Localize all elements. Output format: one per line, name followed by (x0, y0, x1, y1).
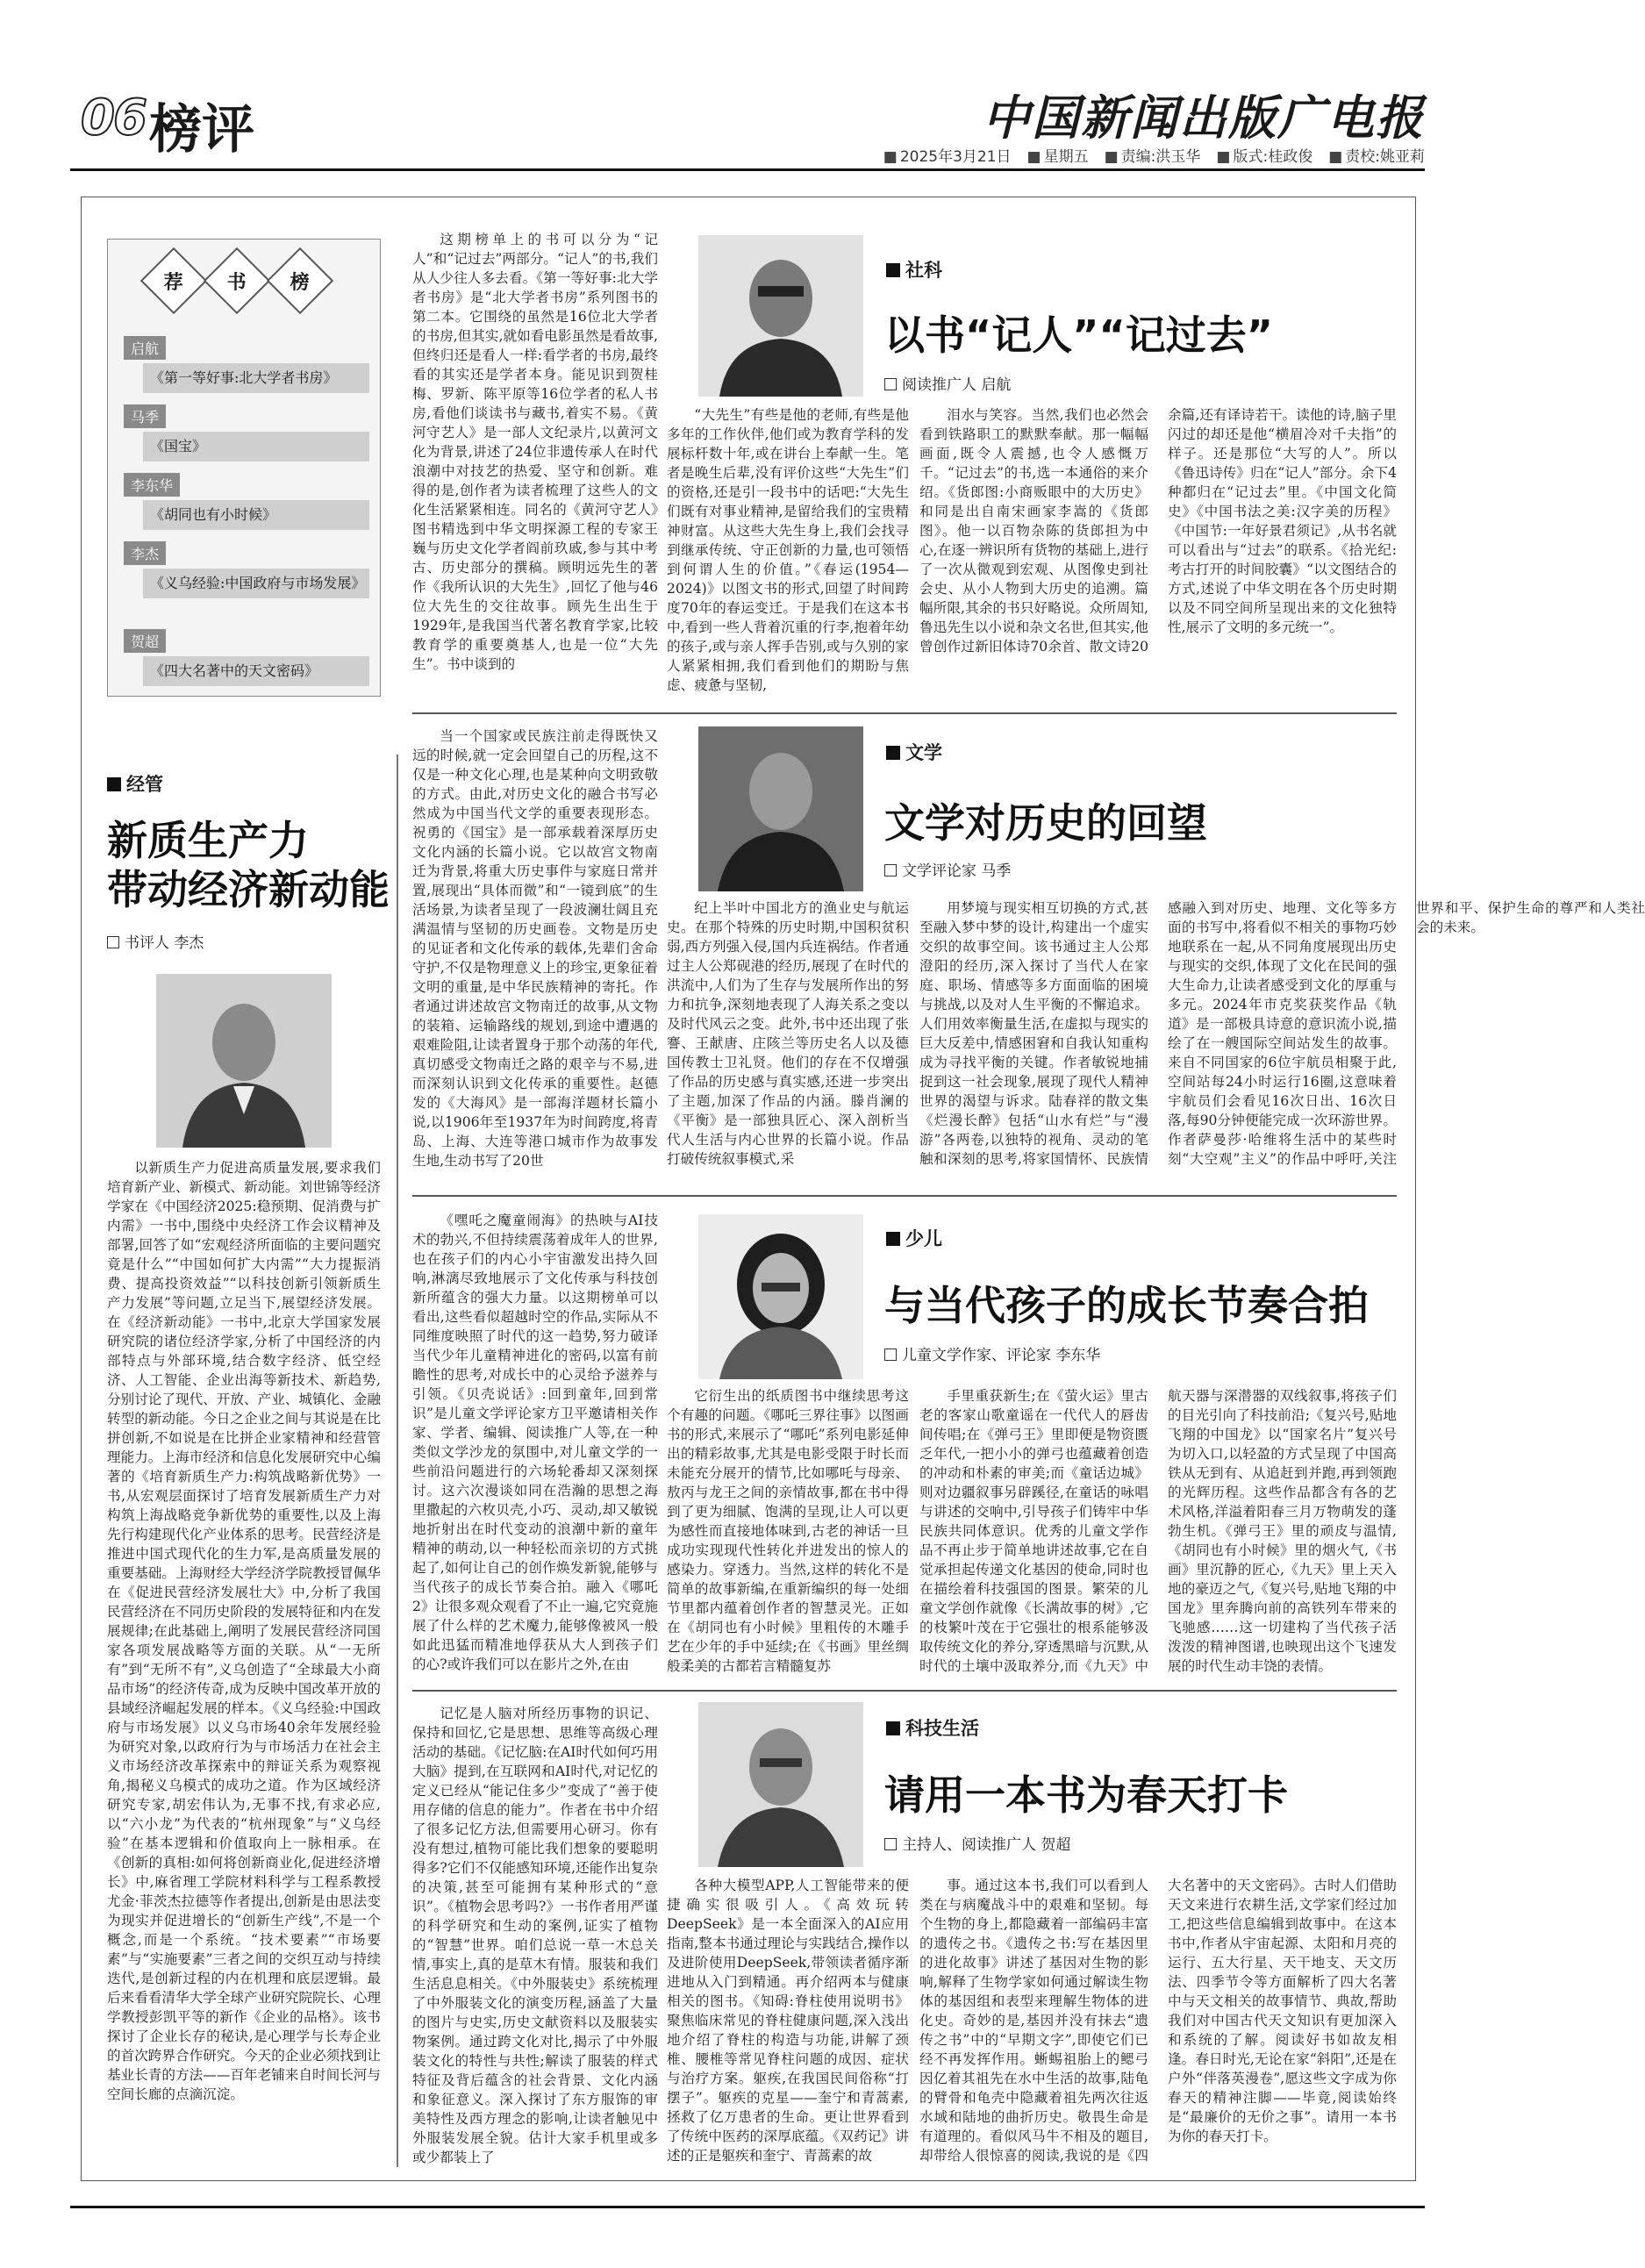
children-body-right: 手里重获新生;在《萤火运》里古老的客家山歌童谣在一代代人的唇齿间传唱;在《弹弓王》里即便是物资匮乏年代,一把小小的弹弓也蕴藏着创造的冲动和朴素的审美;而《童话边城》则对边疆叙事另辟蹊径,在童话的咏唱与讲述的交响中,引导孩子们铸牢中华民族共同体意识。优秀的儿童文学作品不再止步于简单地讲述故事,它在自觉承担起传递文化基因的使命,同时也在描绘着科技强国的图景。繁荣的儿童文学创作就像《长满故事的树》,它的枝繁叶茂在于它强壮的根系能够汲取传统文化的养分,穿透黑暗与沉默,从时代的土壤中汲取养分,而《九天》中航天器与深潜器的双线叙事,将孩子们的目光引向了科技前沿;《复兴号,贴地飞翔的中国龙》以“国家名片”复兴号为切入口,以轻盈的方式呈现了中国高铁从无到有、从追赶到并跑,再到领跑的光辉历程。这些作品都含有各的艺术风格,洋溢着阳春三月万物萌发的蓬勃生机。《弹弓王》里的顽皮与温情,《胡同也有小时候》里的烟火气,《书画》里沉静的匠心,《九天》里上天入地的豪迈之气,《复兴号,贴地飞翔的中国龙》里奔腾向前的高铁列车带来的飞驰感……这一切建构了当代孩子活泼泼的精神图谱,也映现出这个飞速发展的时代生动丰饶的表情。 (919, 1388, 1397, 1674)
children-byline: 儿童文学作家、评论家 李东华 (884, 1342, 1100, 1364)
sheping-headline: 以书“记人”“记过去” (884, 311, 1273, 359)
section-tag-economy: 经管 (107, 770, 163, 797)
author-photo-maji (698, 726, 863, 891)
recommend-list (107, 239, 381, 697)
author-photo-lidonghua (698, 1214, 863, 1379)
section-tag-science: 科技生活 (886, 1714, 979, 1741)
recommend-title-char: 书 (226, 271, 247, 294)
issue-weekday: ■ 星期五 (1027, 144, 1089, 166)
page-number: 06 (81, 89, 146, 147)
literature-byline: 文学评论家 马季 (884, 858, 1011, 880)
recommender-name: 启航 (124, 336, 166, 360)
economy-body: 以新质生产力促进高质量发展,要求我们培育新产业、新模式、新动能。刘世锦等经济学家在《中国经济2025:稳预期、促消费与扩内需》一书中,围绕中央经济工作会议精神及部署,回答了如“宏观经济所面临的主要问题究竟是什么”“中国如何扩大内需”“大力提振消费、提高投资效益”“以科技创新引领新质生产力发展”等问题,立足当下,展望经济发展。在《经济新动能》一书中,北京大学国家发展研究院的诸位经济学家,分析了中国经济的内部特点与外部环境,结合数字经济、低空经济、人工智能、企业出海等新技术、新趋势,分别讨论了现代、开放、产业、城镇化、金融转型的新动能。今日之企业之间与其说是在比拼创新,不如说是在比拼企业家精神和经营管理能力。上海市经济和信息化发展研究中心编著的《培育新质生产力:构筑战略新优势》一书,从宏观层面探讨了培育发展新质生产力对构筑上海战略竞争新优势的重要性,以及上海先行构建现代化产业体系的思考。民营经济是推进中国式现代化的生力军,是高质量发展的重要基础。上海财经大学经济学院教授冒佩华在《促进民营经济发展壮大》中,分析了我国民营经济在不同历史阶段的发展特征和内在发展规律;在此基础上,阐明了发展民营经济同国家各项发展战略等方面的关联。从“一无所有”到“无所不有”,义乌创造了“全球最大小商品市场”的经济传奇,成为反映中国改革开放的县域经济崛起发展的样本。《义乌经验:中国政府与市场发展》以义乌市场40余年发展经验为研究对象,以政府行为与市场活力在社会主义市场经济改革探索中的辩证关系为观察视角,揭秘义乌模式的成功之道。作为区域经济研究专家,胡宏伟认为,无事不找,有求必应,以“六小龙”为代表的“杭州现象”与“义乌经验”在基本逻辑和价值取向上一脉相承。在《创新的真相:如何将创新商业化,促进经济增长》中,麻省理工学院材料科学与工程系教授尤金·菲茨杰拉德等作者提出,创新是由思法变为现实并促进增长的“创新生产线”,不是一个概念,而是一个系统。“技术要素”“市场要素”与“实施要素”三者之间的交织互动与持续迭代,是创新过程的内在机理和底层逻辑。最后来看看清华大学全球产业研究院院长、心理学教授彭凯平等的新作《企业的品格》。该书探讨了企业长存的秘诀,是心理学与长寿企业的首次跨界合作研究。今天的企业必须找到让基业长青的方法——百年老铺来自时间长河与空间长廊的点滴沉淀。 (107, 1160, 381, 2102)
recommend-item (124, 473, 369, 530)
science-headline: 请用一本书为春天打卡 (884, 1771, 1288, 1819)
science-byline: 主持人、阅读推广人 贺超 (884, 1832, 1070, 1854)
sheping-byline: 阅读推广人 启航 (884, 372, 1011, 394)
economy-byline: 书评人 李杰 (107, 930, 204, 952)
issue-meta (883, 144, 1425, 166)
recommender-name: 贺超 (124, 629, 166, 653)
recommend-item (124, 336, 369, 393)
section-divider (412, 1690, 1397, 1692)
section-tag-literature: 文学 (886, 739, 942, 765)
children-body-left: 《嘿吒之魔童闹海》的热映与AI技术的勃兴,不但持续震荡着成年人的世界,也在孩子们的内心小宇宙激发出持久回响,淋漓尽致地展示了文化传承与科技创新所蕴含的强大力量。以这期榜单可以看出,这些看似超越时空的作品,实际从不同维度映照了时代的这一趋势,努力破译当代少年儿童精神进化的密码,以富有前瞻性的思考,对成长中的心灵给予滋养与引领。《贝壳说话》:回到童年,回到常识”是儿童文学评论家方卫平邀请相关作家、学者、编辑、阅读推广人等,在一种类似文学沙龙的氛围中,对儿童文学的一些前沿问题进行的六场轮番却又深刻探讨。这六次漫谈如同在浩瀚的思想之海里撒起的六枚贝壳,小巧、灵动,却又敏锐地折射出在时代变动的浪潮中新的童年精神的萌动,以一种轻松而亲切的方式挑起了,如何让自己的创作焕发新貌,能够与当代孩子的成长节奏合拍。融入《哪吒2》让很多观众观看了不止一遍,它究竟施展了什么样的艺术魔力,能够像被风一般如此迅猛而精准地俘获从大人到孩子们的心?或许我们可以在影片之外,在由 (412, 1213, 658, 1672)
recommend-title-char: 榜 (290, 271, 311, 294)
section-tag-sheping: 社科 (886, 256, 942, 283)
recommend-title-char: 荐 (163, 271, 184, 294)
literature-body-right: 用梦境与现实相互切换的方式,甚至融入梦中梦的设计,构建出一个虚实交织的故事空间。该书通过主人公郑澄阳的经历,深入探讨了当代人在家庭、职场、情感等多方面面临的困境与挑战,以及对人生平衡的不懈追求。人们用效率衡量生活,在虚拟与现实的巨大反差中,情感困窘和自我认知重构成为寻找平衡的关键。作者敏锐地捕捉到这一社会现象,展现了现代人精神世界的渴望与诉求。陆春祥的散文集《烂漫长醉》包括“山水有烂”与“漫游”各两卷,以独特的视角、灵动的笔触和深刻的思考,将家国情怀、民族情感融入到对历史、地理、文化等多方面的书写中,将看似不相关的事物巧妙地联系在一起,从不同角度展现出历史与现实的交织,体现了文化在民间的强大生命力,让读者感受到文化的厚重与多元。2024年市克奖获奖作品《轨道》是一部极具诗意的意识流小说,描绘了在一艘国际空间站发生的故事。来自不同国家的6位宇航员相聚于此,空间站每24小时运行16圈,这意味着宇航员们会看见16次日出、16次日落,每90分钟便能完成一次环游世界。作者萨曼莎·哈维将生活中的某些时刻“大空观”主义”的作品中呼吁,关注世界和平、保护生命的尊严和人类社会的未来。 (919, 900, 1645, 1167)
recommended-book: 《四大名著中的天文密码》 (143, 656, 369, 686)
author-photo-lijie (156, 974, 332, 1148)
literature-headline: 文学对历史的回望 (884, 799, 1207, 847)
sheping-body-left: 这期榜单上的书可以分为“记人”和“记过去”两部分。“记人”的书,我们从人少往人多去看。《第一等好事:北大学者书房》是“北大学者书房”系列图书的第二本。它围绕的虽然是16位北大学者的书房,但其实,就如看电影虽然是看故事,但终归还是看人一样:看学者的书房,最终看的其实还是学者本身。能见识到贺桂梅、罗新、陈平原等16位学者的私人书房,看他们谈读书与藏书,着实不易。《黄河守艺人》是一部人文纪录片,以黄河文化为背景,讲述了24位非遗传承人在时代浪潮中对技艺的热爱、坚守和创新。难得的是,创作者为读者梳理了这些人的文化生活紧紧相连。同名的《黄河守艺人》图书精选到中华文明探源工程的专家王巍与历史文化学者阎前玖戚,参与其中考古、历史部分的撰稿。顾明远先生的著作《我所认识的大先生》,回忆了他与46位大先生的交往故事。顾先生出生于1929年,是我国当代著名教育学家,比较教育学的重要奠基人,也是一位“大先生”。书中谈到的 (412, 232, 658, 672)
recommend-item (124, 404, 369, 461)
sheping-body-right: 泪水与笑容。当然,我们也必然会看到铁路职工的默默奉献。那一幅幅画面,既令人震撼,也令人感慨万千。“记过去”的书,选一本通俗的来介绍。《货郎图:小商贩眼中的大历史》和同是出自南宋画家李嵩的《货郎图》。他一以百物杂陈的货郎担为中心,在逐一辨识所有货物的基础上,进行了一次从微观到宏观、从图像史到社会史、从小人物到大历史的追溯。篇幅所限,其余的书只好略说。众所周知,鲁迅先生以小说和杂文名世,但其实,他曾创作过新旧体诗70余首、散文诗20余篇,还有译诗若干。读他的诗,脑子里闪过的却还是他“横眉冷对千夫指”的样子。还是那位“大写的人”。所以《鲁迅诗传》归在“记人”部分。余下4种都归在“记过去”里。《中国文化简史》《中国书法之美:汉字美的历程》《中国节:一年好景君须记》,从书名就可以看出与“过去”的联系。《拾光纪:考古打开的时间胶囊》“以文图结合的方式,述说了中华文明在各个历史时期以及不同空间所呈现出来的文化独特性,展示了文明的多元统一”。 (919, 407, 1397, 655)
author-photo-hechao (698, 1702, 863, 1867)
economy-headline: 新质生产力 带动经济新动能 (107, 817, 390, 913)
issue-date: ■ 2025年3月21日 (883, 144, 1012, 166)
section-title: 榜评 (149, 99, 254, 161)
proof-credit: ■ 责校:姚亚莉 (1328, 144, 1425, 166)
recommender-name: 李杰 (124, 541, 166, 565)
bottom-rule (70, 2206, 1425, 2208)
literature-body-mid: 纪上半叶中国北方的渔业史与航运史。在那个特殊的历史时期,中国积贫积弱,西方列强入侵,国内兵连祸结。作者通过主人公郑砚港的经历,展现了在时代的洪流中,人们为了生存与发展所作出的努力和抗争,深刻地表现了人海关系之变以及时代风云之变。此外,书中还出现了张謇、王献唐、庄陔兰等历史名人以及德国传教士卫礼贤。他们的存在不仅增强了作品的历史感与真实感,还进一步突出了主题,加深了作品的内涵。滕肖澜的《平衡》是一部独具匠心、深入剖析当代人生活与内心世界的长篇小说。作品打破传统叙事模式,采 (667, 900, 909, 1167)
science-body-mid: 各种大模型APP,人工智能带来的便捷确实很吸引人。《高效玩转DeepSeek》是一本全面深入的AI应用指南,整本书通过理论与实践结合,操作以及进阶使用DeepSeek,带领读者循序渐进地从入门到精通。再介绍两本与健康相关的图书。《知碍:脊柱使用说明书》聚焦临床常见的脊柱健康问题,深入浅出地介绍了脊柱的构造与功能,讲解了颈椎、腰椎等常见脊柱问题的成因、症状与治疗方案。躯疾,在我国民间俗称“打摆子”。躯疾的克星——奎宁和青蒿素,拯救了亿万患者的生命。更让世界看到了传统中医药的深厚底蕴。《双药记》讲述的正是躯疾和奎宁、青蒿素的故 (667, 1878, 909, 2164)
recommender-name: 李东华 (124, 473, 180, 497)
children-body-mid: 它衍生出的纸质图书中继续思考这个有趣的问题。《哪吒三界往事》以图画书的形式,来展示了“哪吒”系列电影延伸出的精彩故事,尤其是电影受限于时长而未能充分展开的情节,比如哪吒与母亲、敖丙与龙王之间的亲情故事,都在书中得到了更为细腻、饱满的呈现,让人可以更为感性而直接地体味到,古老的神话一旦成功实现现代性转化并进发出的惊人的感染力。穿透力。当然,这样的转化不是简单的故事新编,在重新编织的每一处细节里都内蕴着创作者的智慧灵光。正如在《胡同也有小时候》里粗传的木雕手艺在少年的手中延续;在《书画》里丝绸般柔美的古都若言精髓复苏 (667, 1388, 909, 1674)
editor-credit: ■ 责编:洪玉华 (1105, 144, 1201, 166)
recommender-name: 马季 (124, 404, 166, 428)
top-rule (70, 168, 1425, 171)
section-divider (412, 1195, 1397, 1197)
recommend-item (124, 629, 369, 686)
science-body-left: 记忆是人脑对所经历事物的识记、保持和回忆,它是思想、思维等高级心理活动的基础。《记忆脑:在AI时代如何巧用大脑》提到,在互联网和AI时代,对记忆的定义已经从“能记住多少”变成了“善于使用存储的信息的能力”。作者在书中介绍了很多记忆方法,但需要用心研习。你有没有想过,植物可能比我们想象的要聪明得多?它们不仅能感知环境,还能作出复杂的决策,甚至可能拥有某种形式的“意识”。《植物会思考吗?》一书作者用严谨的科学研究和生动的案例,证实了植物的“智慧”世界。咱们总说一草一木总关情,事实上,真的是草木有情。服装和我们生活息息相关。《中外服装史》系统梳理了中外服装文化的演变历程,涵盖了大量的图片与史实,历史文献资料以及服装实物案例。通过跨文化对比,揭示了中外服装文化的特性与共性;解读了服装的样式特征及背后蕴含的社会背景、文化内涵和象征意义。深入探讨了东方服饰的审美特性及西方理念的影响,让读者触见中外服装发展全貌。估计大家手机里或多或少都装上了 (412, 1706, 658, 2165)
recommended-book: 《胡同也有小时候》 (143, 500, 369, 530)
newspaper-logo: 中国新闻出版广电报 (983, 89, 1425, 146)
section-tag-children: 少儿 (886, 1225, 942, 1251)
section-divider (412, 712, 1397, 714)
column-divider (397, 755, 398, 2167)
literature-body-left: 当一个国家或民族注前走得既快又远的时候,就一定会回望自己的历程,这不仅是一种文化心理,也是某种向文明致敬的方式。由此,对历史文化的融合书写必然成为中国当代文学的重要表现形态。祝勇的《国宝》是一部承载着深厚历史文化内涵的长篇小说。它以故宫文物南迁为背景,将重大历史事件与家庭日常并置,展现出“具体而微”和“一镜到底”的生活场景,为读者呈现了一段波澜壮阔且充满温情与坚韧的历史画卷。文物是历史的见证者和文化传承的载体,先辈们舍命守护,不仅是物理意义上的珍宝,更象征着文明的重量,是中华民族精神的寄托。作者通过讲述故宫文物南迁的故事,从文物的装箱、运输路线的规划,到途中遭遇的艰难险阻,让读者置身于那个动荡的年代,真切感受文物南迁之路的艰辛与不易,进而深刻认识到文化传承的重要性。赵德发的《大海风》是一部海洋题材长篇小说,以1906年至1937年为时间跨度,将青岛、上海、大连等港口城市作为故事发生地,生动书写了20世 (412, 728, 658, 1169)
children-headline: 与当代孩子的成长节奏合拍 (884, 1282, 1369, 1329)
recommend-title (150, 257, 324, 304)
sheping-body-mid: “大先生”有些是他的老师,有些是他多年的工作伙伴,他们或为教育学科的发展标杆数十年,或在讲台上奉献一生。笔者是晚生后辈,没有评价这些“大先生”们的资格,还是引一段书中的话吧:“大先生们既有对事业精神,是留给我们的宝贵精神财富。从这些大先生身上,我们会找寻到继承传统、守正创新的力量,也可领悟到何谓人生的价值。”《春运(1954—2024)》以图文书的形式,回望了时间跨度70年的春运变迁。于是我们在这本书中,看到一些人背着沉重的行李,抱着年幼的孩子,或与亲人挥手告别,或与久别的家人紧紧相拥,我们看到他们的期盼与焦虑、疲惫与坚韧, (667, 407, 909, 693)
recommend-item (124, 541, 369, 598)
author-photo-qihang (698, 235, 863, 397)
recommended-book: 《第一等好事:北大学者书房》 (143, 363, 369, 393)
layout-credit: ■ 版式:桂政俊 (1216, 144, 1312, 166)
science-body-right: 事。通过这本书,我们可以看到人类在与病魔战斗中的艰难和坚韧。每个生物的身上,都隐藏着一部编码丰富的遗传之书。《遗传之书:写在基因里的进化故事》讲述了基因对生物的影响,解释了生物学家如何通过解读生物体的基因组和表型来理解生物体的进化史。奇妙的是,基因并没有抹去“遗传之书”中的“早期文字”,即使它们已经不再发挥作用。蜥蜴祖胎上的鳃弓因亿着其祖先在水中生活的故事,陆龟的臂骨和龟壳中隐藏着祖先两次往返水域和陆地的曲折历史。敬畏生命是有道理的。看似风马牛不相及的题目,却带给人很惊喜的阅读,我说的是《四大名著中的天文密码》。古时人们借助天文来进行农耕生活,文学家们经过加工,把这些信息编辑到故事中。在这本书中,作者从宇宙起源、太阳和月亮的运行、五大行星、天干地支、天文历法、四季节令等方面解析了四大名著中与天文相关的故事情节、典故,帮助我们对中国古代天文知识有更加深入和系统的了解。阅读好书如故友相逢。春日时光,无论在家“斜阳”,还是在户外“伴落英漫卷”,愿这些文字成为你春天的精神注脚——毕竟,阅读始终是“最廉价的无价之事”。请用一本书为你的春天打卡。 (919, 1878, 1397, 2164)
recommended-book: 《义乌经验:中国政府与市场发展》 (143, 569, 369, 598)
recommended-book: 《国宝》 (143, 432, 369, 461)
